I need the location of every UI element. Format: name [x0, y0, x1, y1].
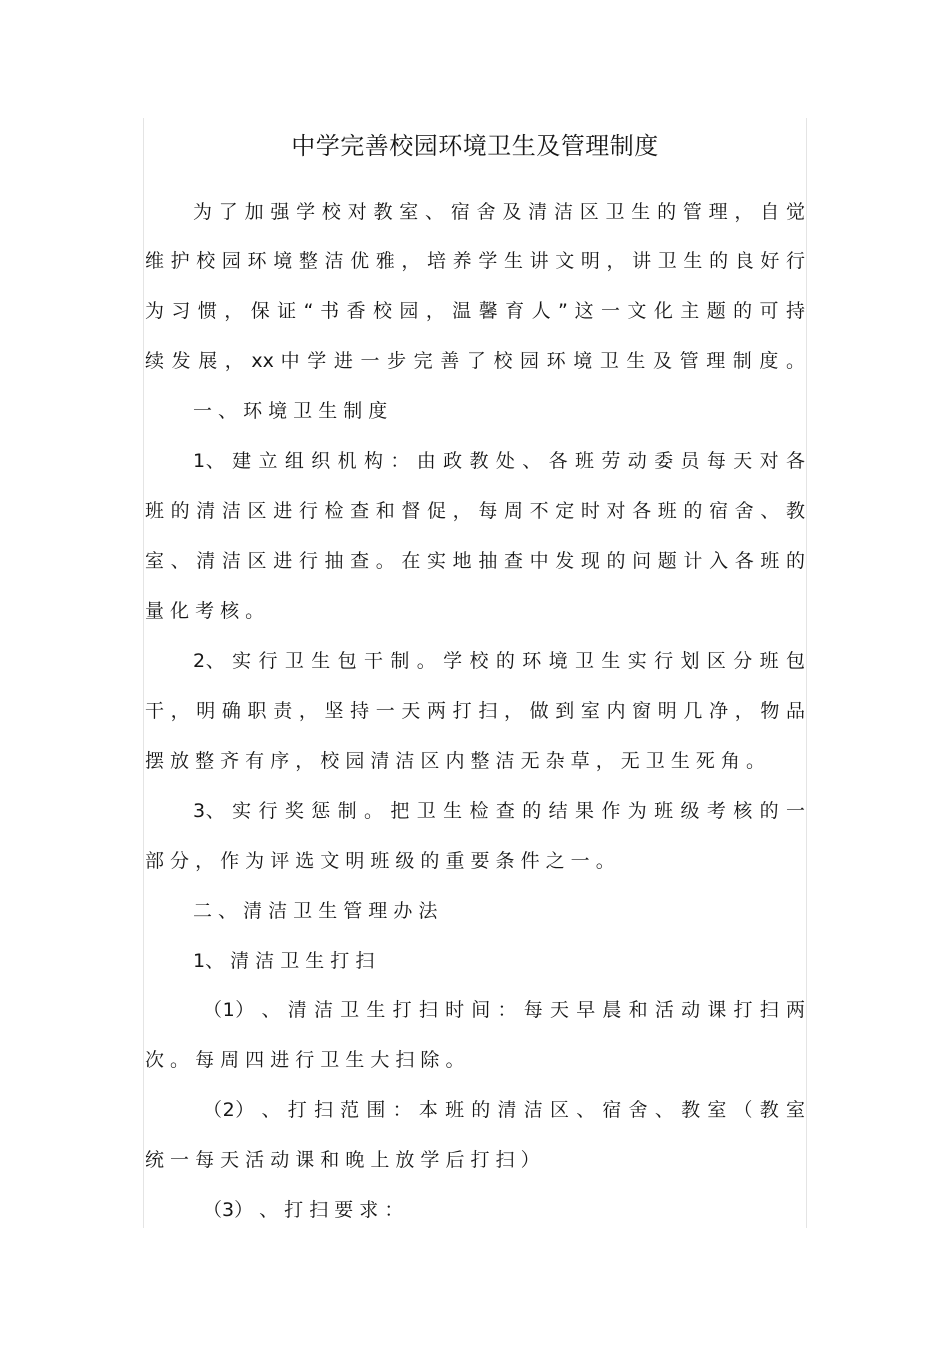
paragraph-line: 续 发 展 ， xx 中 学 进 一 步 完 善 了 校 园 环 境 卫 生 及 管 理 制 度 。: [145, 350, 805, 372]
paragraph-line: 维 护 校 园 环 境 整 洁 优 雅 ， 培 养 学 生 讲 文 明 ， 讲 卫 生 的 良 好 行: [145, 250, 805, 272]
paragraph-line: 摆 放 整 齐 有 序 ， 校 园 清 洁 区 内 整 洁 无 杂 草 ， 无 卫 生 死 角 。: [145, 750, 765, 772]
paragraph-line: 为 习 惯 ， 保 证 “ 书 香 校 园 ， 温 馨 育 人 ” 这 一 文 化 主 题 的 可 持: [145, 300, 805, 322]
paragraph-line: 3、 实 行 奖 惩 制 。 把 卫 生 检 查 的 结 果 作 为 班 级 考 核 的 一: [193, 800, 805, 822]
paragraph-line: 次 。 每 周 四 进 行 卫 生 大 扫 除 。: [145, 1049, 465, 1071]
section-heading: 一 、 环 境 卫 生 制 度: [193, 400, 388, 422]
document-title: 中学完善校园环境卫生及管理制度: [291, 132, 659, 160]
paragraph-line: （3） 、 打 扫 要 求 ：: [203, 1199, 404, 1221]
paragraph-line: 部 分 ， 作 为 评 选 文 明 班 级 的 重 要 条 件 之 一 。: [145, 850, 615, 872]
paragraph-line: 干 ， 明 确 职 责 ， 坚 持 一 天 两 打 扫 ， 做 到 室 内 窗 明 几 净 ， 物 品: [145, 700, 805, 722]
paragraph-line: 量 化 考 核 。: [145, 600, 265, 622]
paragraph-line: 2、 实 行 卫 生 包 干 制 。 学 校 的 环 境 卫 生 实 行 划 区 分 班 包: [193, 650, 805, 672]
paragraph-line: （1） 、 清 洁 卫 生 打 扫 时 间 ： 每 天 早 晨 和 活 动 课 打 扫 两: [203, 999, 805, 1021]
paragraph-line: 室 、 清 洁 区 进 行 抽 查 。 在 实 地 抽 查 中 发 现 的 问 题 计 入 各 班 的: [145, 550, 805, 572]
paragraph-line: 1、 建 立 组 织 机 构 ： 由 政 教 处 、 各 班 劳 动 委 员 每 天 对 各: [193, 450, 805, 472]
subsection-heading: 1、 清 洁 卫 生 打 扫: [193, 950, 375, 972]
paragraph-line: 统 一 每 天 活 动 课 和 晚 上 放 学 后 打 扫 ）: [145, 1149, 540, 1171]
section-heading: 二 、 清 洁 卫 生 管 理 办 法: [193, 900, 438, 922]
paragraph-line: 为 了 加 强 学 校 对 教 室 、 宿 舍 及 清 洁 区 卫 生 的 管 理 ， 自 觉: [193, 201, 805, 223]
paragraph-line: 班 的 清 洁 区 进 行 检 查 和 督 促 ， 每 周 不 定 时 对 各 班 的 宿 舍 、 教: [145, 500, 805, 522]
paragraph-line: （2） 、 打 扫 范 围 ： 本 班 的 清 洁 区 、 宿 舍 、 教 室 （ 教 室: [203, 1099, 805, 1121]
